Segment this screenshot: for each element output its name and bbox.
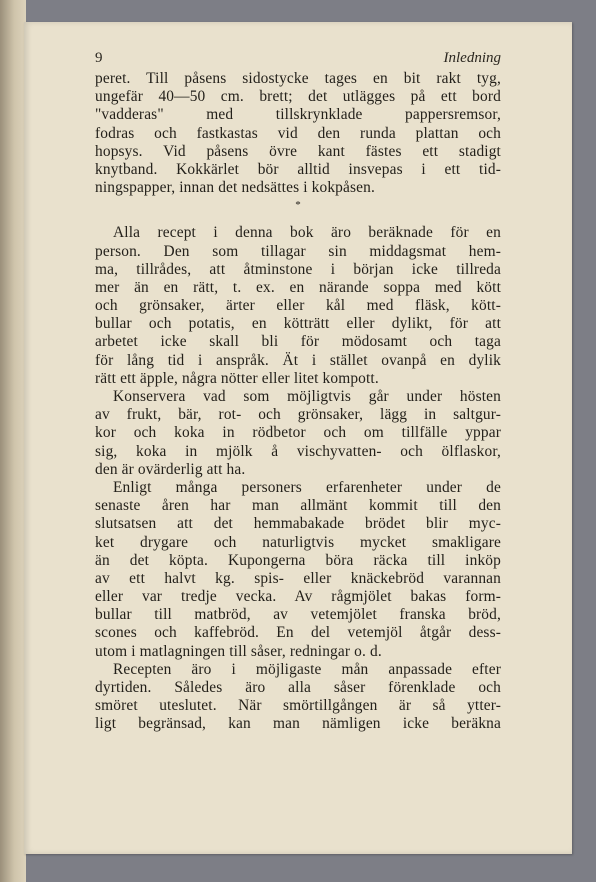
text-line: senaste åren har man allmänt kommit till den [95, 497, 501, 515]
text-line: och grönsaker, ärter eller kål med fläsk, kött- [95, 297, 501, 315]
page-number: 9 [95, 50, 103, 66]
text-line: dyrtiden. Således äro alla såser förenklade och [95, 679, 501, 696]
text-line: av frukt, bär, rot- och grönsaker, lägg in saltgur- [95, 406, 501, 424]
text-line: sig, koka in mjölk å vischyvatten- och ölflaskor, [95, 442, 501, 460]
text-line: ma, tillrådes, att åtminstone i början icke tillreda [95, 260, 501, 278]
text-line: "vadderas" med tillskrynklade pappersremsor, [95, 106, 501, 124]
text-line: person. Den som tillagar sin middagsmat hem- [95, 242, 501, 260]
paragraph [95, 661, 501, 734]
text-line: peret. Till påsens sidostycke tages en bit rakt tyg, [95, 70, 501, 87]
book-spine [0, 0, 26, 882]
section-separator: * [295, 199, 301, 212]
text-line: den är ovärderlig att ha. [95, 460, 246, 478]
text-line: slutsatsen att det hemmabakade brödet blir myc- [95, 515, 501, 533]
text-line: ket drygare och naturligtvis mycket smakligare [95, 533, 501, 551]
text-line: ningspapper, innan det nedsättes i kokpåsen. [95, 179, 375, 197]
text-line: utom i matlagningen till såser, redningar o. d. [95, 642, 382, 660]
body-text [95, 70, 501, 734]
text-line: knytband. Kokkärlet bör alltid insvepas i ett tid- [95, 160, 501, 178]
text-line: ungefär 40—50 cm. brett; det utlägges på ett bord [95, 88, 501, 106]
text-line: kor och koka in rödbetor och om tillfälle yppar [95, 424, 501, 442]
text-line: hopsys. Vid påsens övre kant fästes ett stadigt [95, 142, 501, 160]
paragraph [95, 224, 501, 388]
paragraph [95, 70, 501, 197]
running-title: Inledning [443, 50, 501, 66]
text-line: bullar och potatis, en kötträtt eller dylikt, för att [95, 315, 501, 333]
text-line: scones och kaffebröd. En del vetemjöl åtgår dess- [95, 624, 501, 642]
text-line: rätt ett äpple, några nötter eller litet kompott. [95, 369, 379, 387]
text-line: Alla recept i denna bok äro beräknade för en [113, 224, 501, 242]
text-line: bullar till matbröd, av vetemjölet franska bröd, [95, 606, 501, 624]
text-line: smöret uteslutet. När smörtillgången är så ytter- [95, 697, 501, 715]
paragraph [95, 479, 501, 661]
section-gap [95, 213, 501, 224]
text-line: ligt begränsad, kan man nämligen icke beräkna [95, 715, 501, 733]
text-line: än det köpta. Kupongerna böra räcka till inköp [95, 551, 501, 569]
text-line: av ett halvt kg. spis- eller knäckebröd varannan [95, 569, 501, 587]
text-line: arbetet icke skall bli för mödosamt och taga [95, 333, 501, 351]
text-line: Enligt många personers erfarenheter under de [113, 478, 501, 496]
text-line: mer än en rätt, t. ex. en närande soppa med kött [95, 278, 501, 296]
text-line: Konservera vad som möjligtvis går under hösten [113, 388, 501, 405]
text-line: Recepten äro i möjligaste mån anpassade efter [113, 660, 501, 678]
text-line: eller var tredje vecka. Av rågmjölet bakas form- [95, 588, 501, 606]
text-line: för lång tid i anspråk. Ät i stället ovanpå en dylik [95, 351, 501, 369]
text-line: fodras och fastkastas vid den runda plattan och [95, 124, 501, 142]
paragraph [95, 388, 501, 479]
